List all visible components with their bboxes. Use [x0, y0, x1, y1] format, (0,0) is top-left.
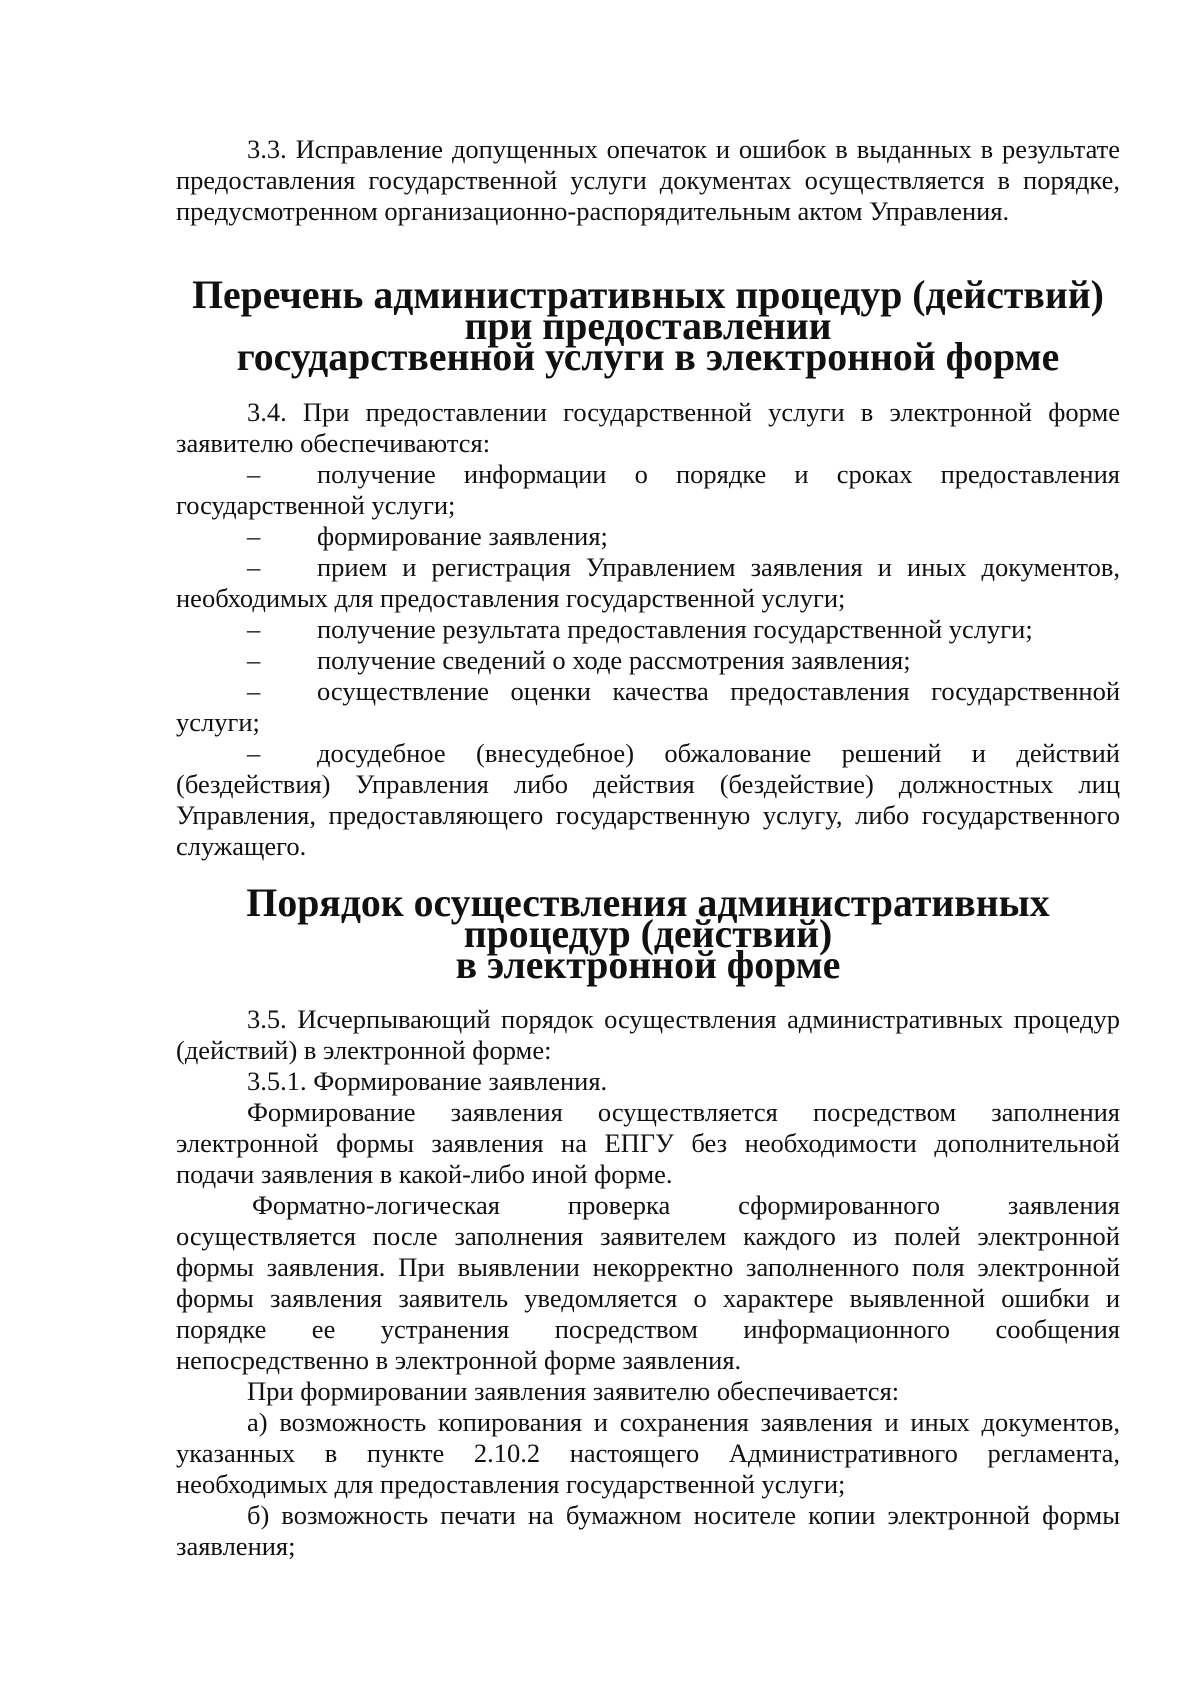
heading-line: Порядок осуществления административных процедур (действий) — [246, 881, 1050, 956]
list-item-text: получение сведений о ходе рассмотрения заявления; — [317, 645, 911, 675]
dash-bullet: – — [247, 521, 261, 551]
dash-bullet: – — [247, 676, 261, 706]
dash-bullet: – — [247, 645, 261, 675]
list-item — [176, 614, 1120, 645]
paragraph-form-submission: Формирование заявления осуществляется посредством заполнения электронной формы заявления на ЕПГУ без необходимости дополнительной подачи заявления в какой-либо иной форме. — [176, 1097, 1120, 1189]
list-item — [176, 645, 1120, 676]
section-heading-electronic-procedures — [176, 881, 1120, 987]
heading-line: в электронной форме — [455, 943, 841, 987]
dash-bullet: – — [247, 738, 261, 768]
paragraph-3-5-1: 3.5.1. Формирование заявления. — [247, 1066, 608, 1096]
list-item-text: получение результата предоставления государственной услуги; — [317, 614, 1033, 644]
paragraph-provisions-intro: При формировании заявления заявителю обеспечивается: — [247, 1376, 900, 1406]
list-item — [176, 521, 1120, 552]
list-item — [176, 676, 1120, 738]
heading-line: Перечень административных процедур (действий) при предоставлении — [192, 273, 1104, 348]
list-item-text: получение информации о порядке и сроках предоставления государственной услуги; — [176, 459, 1120, 520]
list-item — [176, 552, 1120, 614]
list-item-text: прием и регистрация Управлением заявления и иных документов, необходимых для предоставления государственной услуги; — [176, 552, 1120, 613]
paragraph-format-check: Форматно-логическая проверка сформированного заявления осуществляется после заполнения заявителем каждого из полей электронной формы заявления. При выявлении некорректно заполненного поля электронной формы заявления заявитель уведомляется о характере выявленной ошибки и порядке ее устранения посредством информационного сообщения непосредственно в электронной форме заявления. — [176, 1190, 1120, 1375]
dash-bullet: – — [247, 614, 261, 644]
list-item-text: формирование заявления; — [317, 521, 608, 551]
paragraph-3-5-intro: 3.5. Исчерпывающий порядок осуществления административных процедур (действий) в электронной форме: — [176, 1004, 1120, 1065]
dash-bullet: – — [247, 459, 261, 489]
paragraph-item-b: б) возможность печати на бумажном носителе копии электронной формы заявления; — [176, 1500, 1120, 1561]
dash-bullet: – — [247, 552, 261, 582]
list-item-text: осуществление оценки качества предоставления государственной услуги; — [176, 676, 1120, 737]
paragraph-3-4-intro: 3.4. При предоставлении государственной услуги в электронной форме заявителю обеспечиваются: — [176, 397, 1120, 458]
paragraph-3-3: 3.3. Исправление допущенных опечаток и ошибок в выданных в результате предоставления государственной услуги документах осуществляется в порядке, предусмотренном организационно-распорядительным актом Управления. — [176, 134, 1120, 226]
heading-line: государственной услуги в электронной форме — [236, 335, 1060, 379]
list-item-text: досудебное (внесудебное) обжалование решений и действий (бездействия) Управления либо действия (бездействие) должностных лиц Управления, предоставляющего государственную услугу, либо государственного служащего. — [176, 738, 1120, 861]
paragraph-item-a: а) возможность копирования и сохранения заявления и иных документов, указанных в пункте 2.10.2 настоящего Административного регламента, необходимых для предоставления государственной услуги; — [176, 1407, 1120, 1499]
list-item — [176, 459, 1120, 521]
document-page — [176, 134, 1120, 1562]
list-item — [176, 738, 1120, 862]
section-heading-procedures-list — [176, 273, 1120, 379]
